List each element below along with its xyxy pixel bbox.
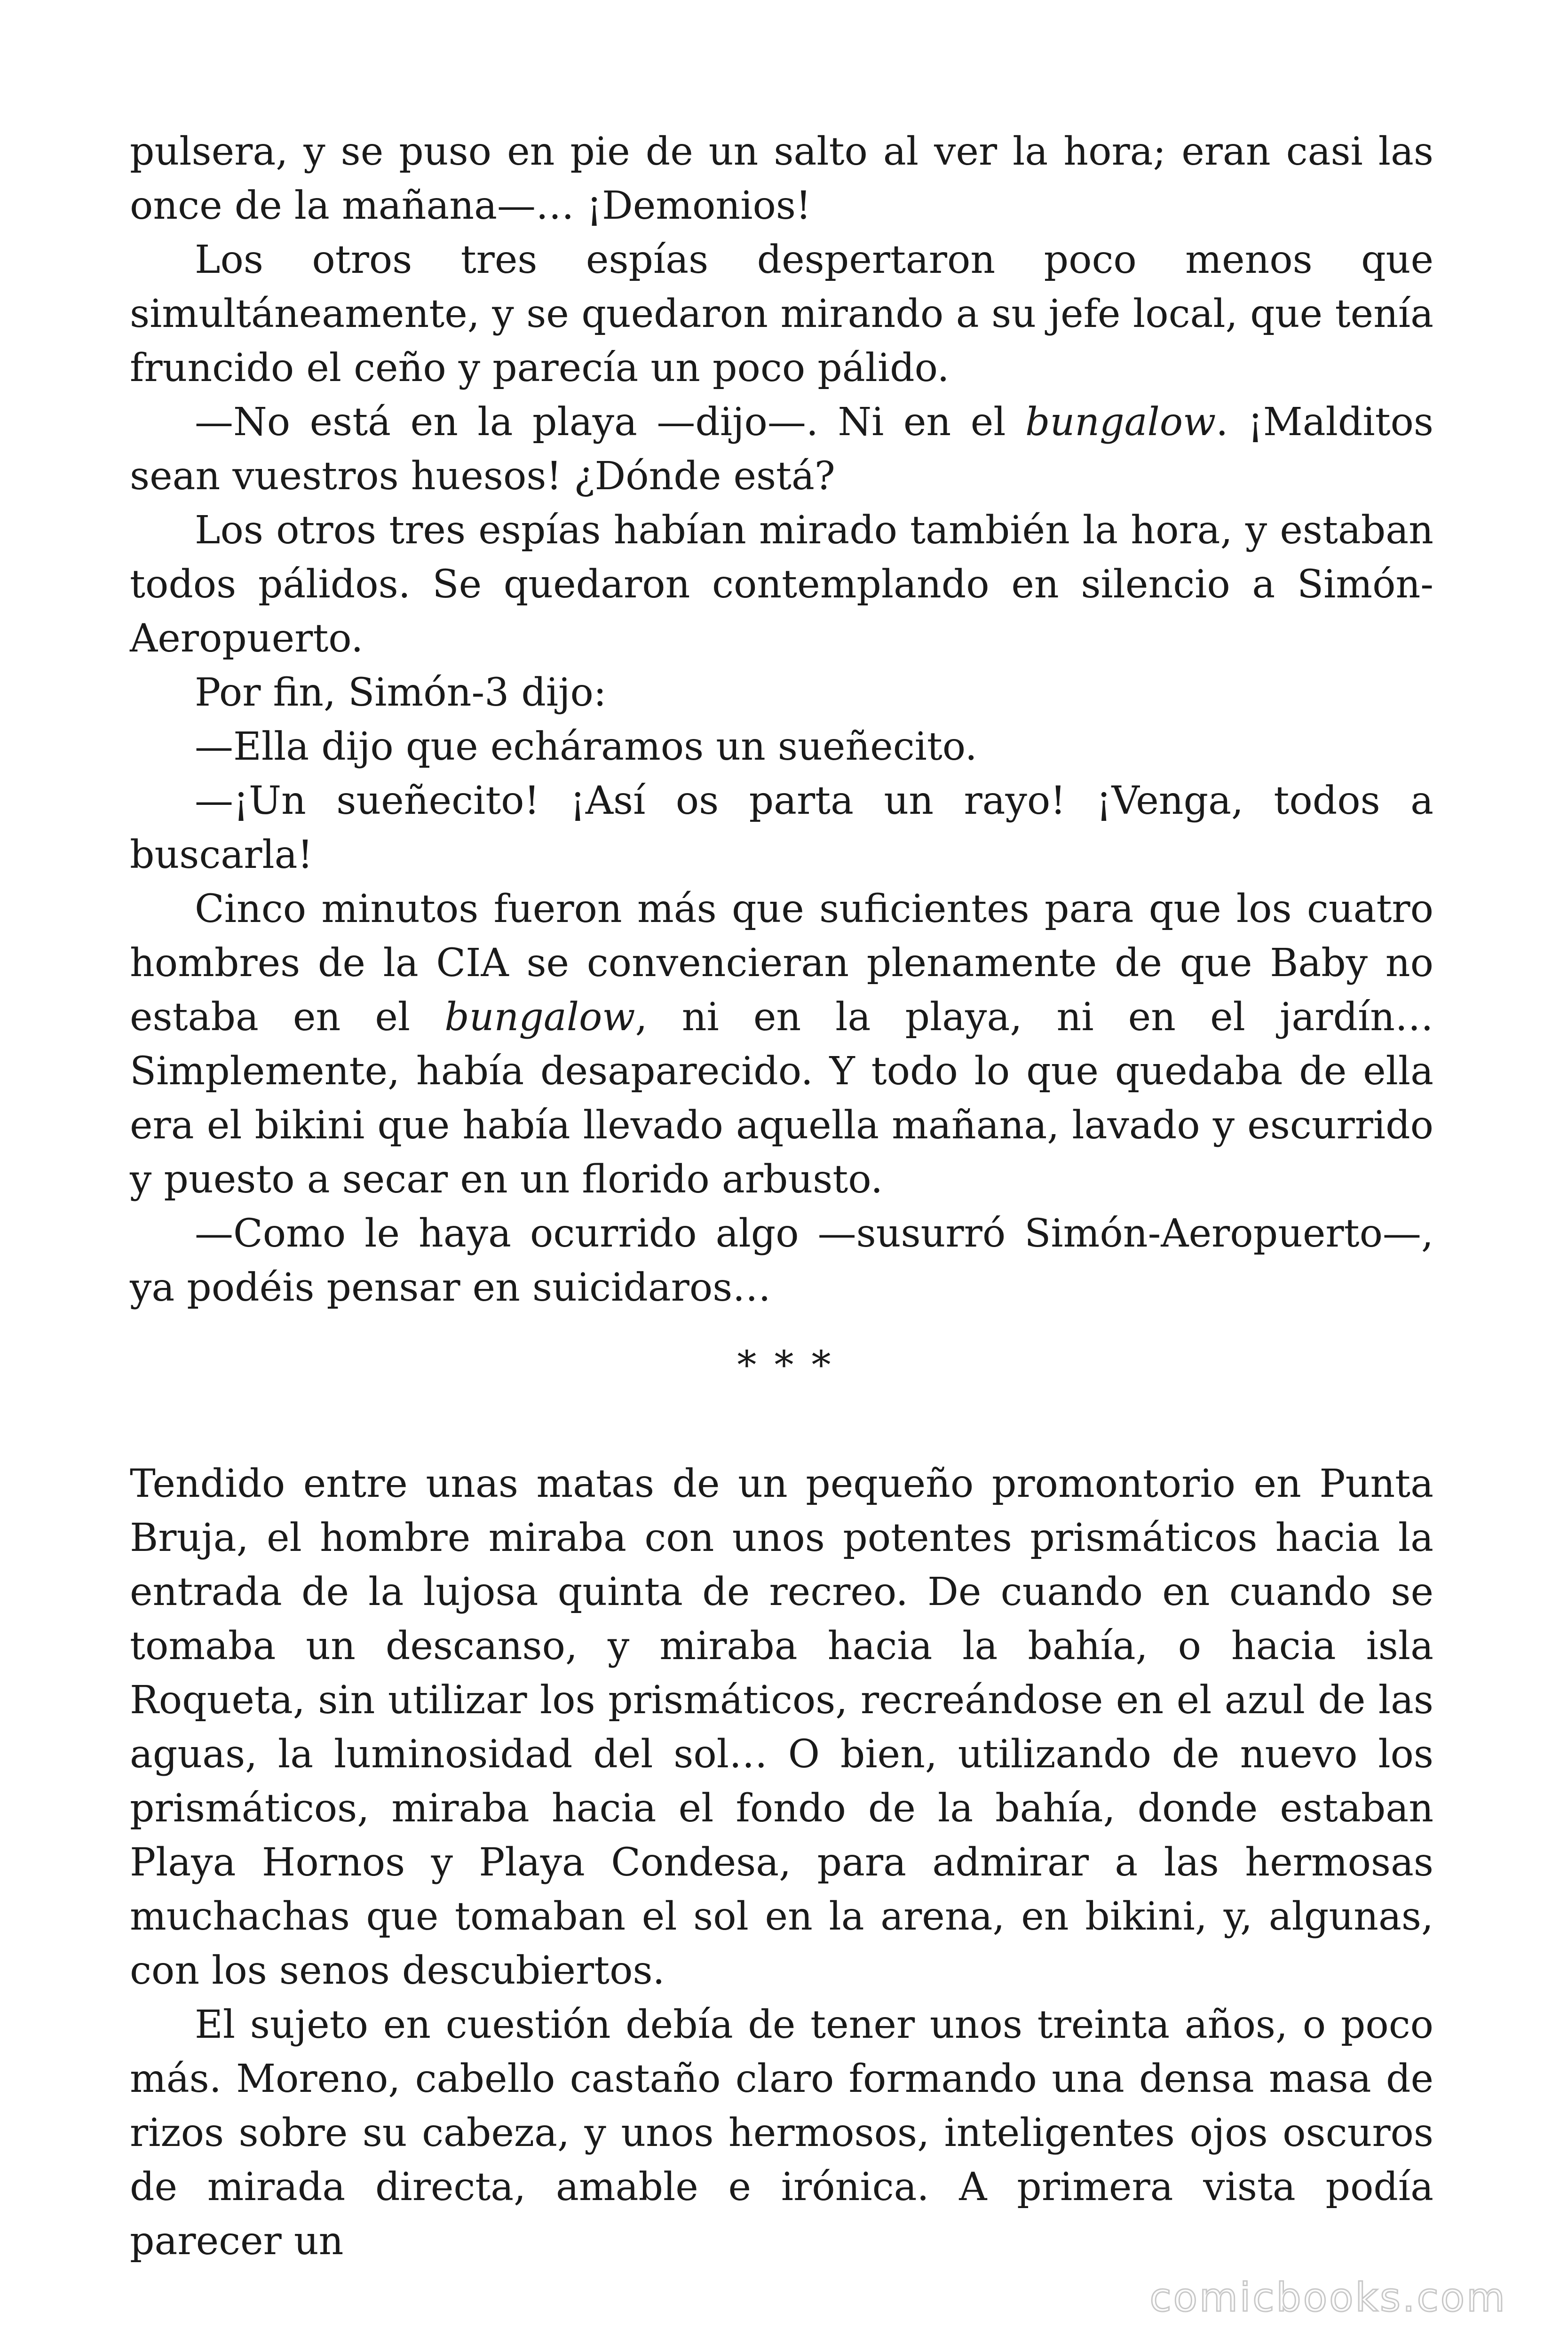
paragraph [130,774,1433,882]
paragraph-text: Los otros tres espías despertaron poco menos que simultáneamente, y se quedaron mirando a su jefe local, que tenía fruncido el ceño y parecía un poco pálido. [130,238,1433,390]
paragraph-text: , ni en la playa, ni en el jardín… Simplemente, había desaparecido. Y todo lo que quedaba de ella era el bikini que había llevado aquella mañana, lavado y escurrido y puesto a secar en un florido arbusto. [130,995,1433,1202]
section-separator: * * * [737,1343,831,1388]
paragraph-text: pulsera, y se puso en pie de un salto al ver la hora; eran casi las once de la mañana—… ¡Demonios! [130,129,1433,228]
text-block-before-break [130,125,1433,1315]
paragraph-text: Cinco minutos fueron más que suficientes para que los cuatro hombres de la CIA se convencieran plenamente de que Baby no estaba en el [130,887,1433,1040]
paragraph [130,1207,1433,1315]
paragraph-text: Los otros tres espías habían mirado también la hora, y estaban todos pálidos. Se quedaron contemplando en silencio a Simón-Aeropuerto. [130,508,1433,661]
text-block-after-break [130,1457,1433,2268]
paragraph [130,720,1433,774]
paragraph [130,395,1433,503]
paragraph-text: . ¡Malditos sean vuestros huesos! ¿Dónde está? [130,400,1433,499]
paragraph [130,666,1433,720]
paragraph-text: Tendido entre unas matas de un pequeño promontorio en Punta Bruja, el hombre miraba con unos potentes prismáticos hacia la entrada de la lujosa quinta de recreo. De cuando en cuando se tomaba un descanso, y miraba hacia la bahía, o hacia isla Roqueta, sin utilizar los prismáticos, recreándose en el azul de las aguas, la luminosidad del sol… O bien, utilizando de nuevo los prismáticos, miraba hacia el fondo de la bahía, donde estaban Playa Hornos y Playa Condesa, para admirar a las hermosas muchachas que tomaban el sol en la arena, en bikini, y, algunas, con los senos descubiertos. [130,1462,1433,1993]
paragraph-text: —¡Un sueñecito! ¡Así os parta un rayo! ¡Venga, todos a buscarla! [130,779,1433,877]
paragraph [130,233,1433,395]
italic-word: bungalow [1025,400,1216,445]
paragraph-text: —Ella dijo que echáramos un sueñecito. [195,724,977,769]
paragraph [130,1457,1433,1998]
paragraph [130,882,1433,1207]
watermark: comicbooks.com [1149,2274,1507,2320]
paragraph-text: —No está en la playa —dijo—. Ni en el [195,400,1025,445]
paragraph [130,1998,1433,2268]
italic-word: bungalow [444,995,635,1040]
paragraph-text: —Como le haya ocurrido algo —susurró Simón-Aeropuerto—, ya podéis pensar en suicidaros… [130,1211,1433,1310]
paragraph [130,125,1433,233]
paragraph-text: El sujeto en cuestión debía de tener unos treinta años, o poco más. Moreno, cabello castaño claro formando una densa masa de rizos sobre su cabeza, y unos hermosos, inteligentes ojos oscuros de mirada directa, amable e irónica. A primera vista podía parecer un [130,2002,1433,2264]
paragraph-text: Por fin, Simón-3 dijo: [195,670,607,715]
paragraph [130,503,1433,666]
